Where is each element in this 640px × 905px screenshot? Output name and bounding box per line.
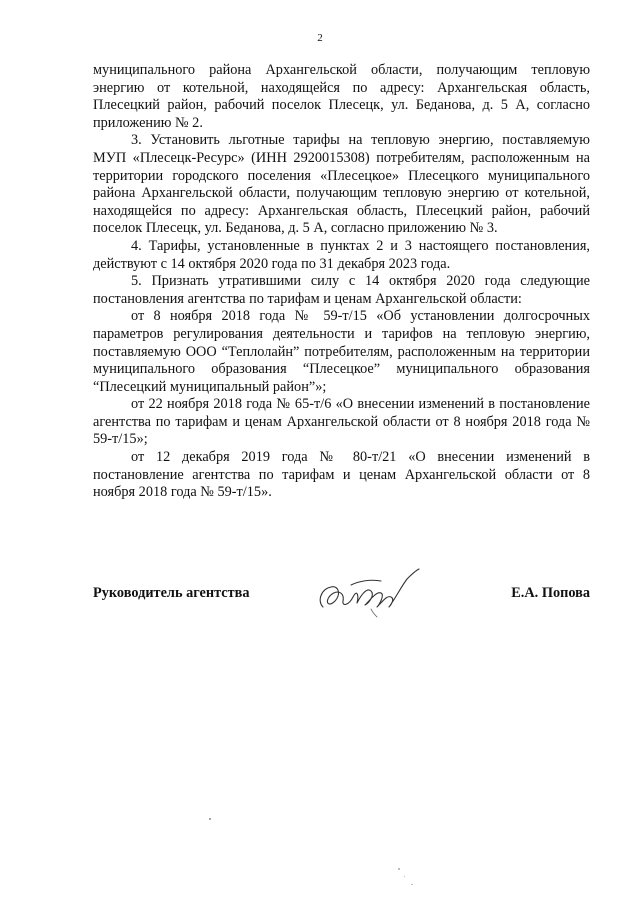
scan-speck	[411, 884, 413, 885]
signer-name: Е.А. Попова	[511, 585, 590, 601]
paragraph-continuation: муниципального района Архангельской области, получающим тепловую энергию от котельной, находящейся по адресу: Архангельская область, Плесецкий район, рабочий поселок Плесецк, ул. Беданова, д. 5 А, согласно приложению № 2.	[93, 62, 590, 131]
paragraph-item-4: 4. Тарифы, установленные в пунктах 2 и 3 настоящего постановления, действуют с 14 октября 2020 года по 31 декабря 2023 года.	[93, 237, 590, 272]
handwritten-signature	[315, 565, 425, 625]
paragraph-repealed-1: от 8 ноября 2018 года № 59-т/15 «Об установлении долгосрочных параметров регулирования деятельности и тарифов на тепловую энергию, поставляемую ООО “Теплолайн” потребителям, расположенным на территории муниципального образования “Плесецкое” муниципального образования “Плесецкий муниципальный район”»;	[93, 308, 590, 395]
scan-speck	[209, 818, 211, 820]
paragraph-repealed-3: от 12 декабря 2019 года № 80-т/21 «О внесении изменений в постановление агентства по тарифам и ценам Архангельской области от 8 ноября 2018 года № 59-т/15».	[93, 449, 590, 501]
signer-title: Руководитель агентства	[93, 585, 250, 601]
scan-speck	[398, 868, 400, 870]
page-number: 2	[317, 32, 323, 44]
signature-block	[93, 565, 590, 625]
document-body	[93, 62, 590, 502]
paragraph-repealed-2: от 22 ноября 2018 года № 65-т/6 «О внесении изменений в постановление агентства по тарифам и ценам Архангельской области от 8 ноября 2018 года № 59-т/15»;	[93, 396, 590, 448]
paragraph-item-3: 3. Установить льготные тарифы на тепловую энергию, поставляемую МУП «Плесецк-Ресурс» (ИНН 2920015308) потребителям, расположенным на территории городского поселения «Плесецкое» Плесецкого муниципального района Архангельской области, получающим тепловую энергию от котельной, находящейся по адресу: Архангельская область, Плесецкий район, рабочий поселок Плесецк, ул. Беданова, д. 5 А, согласно приложению № 3.	[93, 132, 590, 237]
paragraph-item-5: 5. Признать утратившими силу с 14 октября 2020 года следующие постановления агентства по тарифам и ценам Архангельской области:	[93, 273, 590, 307]
scan-speck	[404, 876, 405, 877]
